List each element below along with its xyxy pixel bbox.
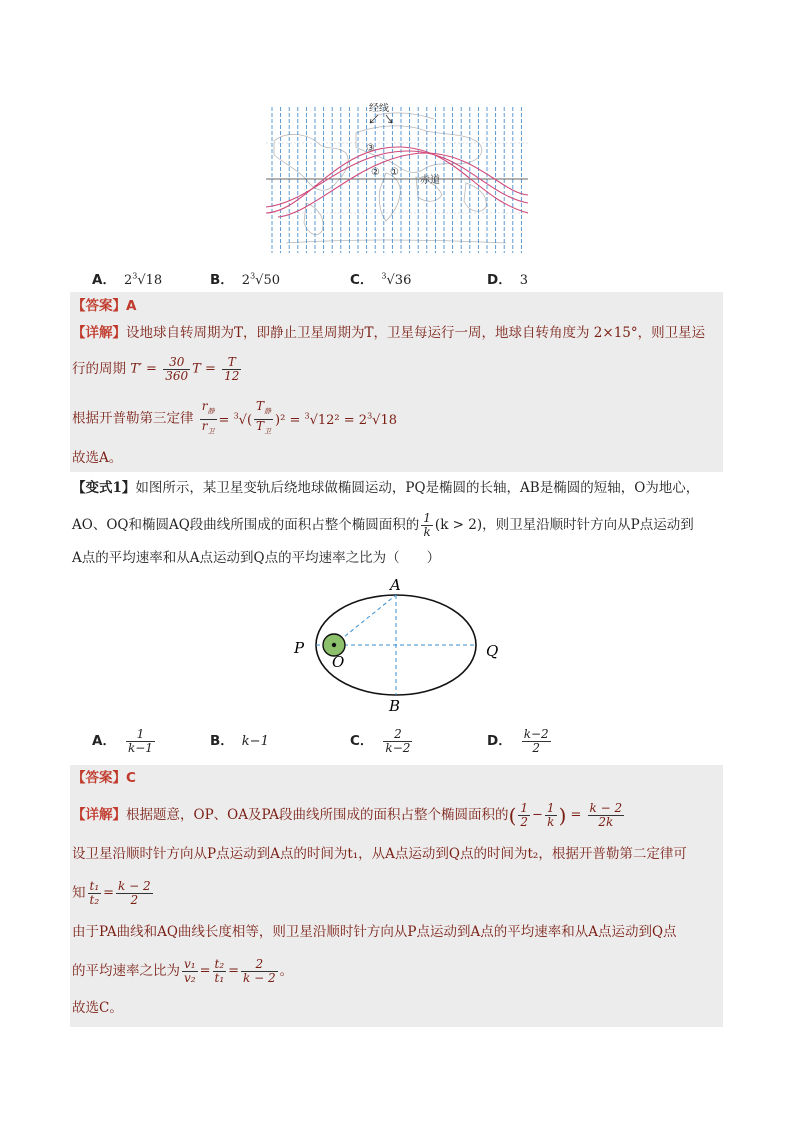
q1-option-a[interactable]: A． $2^3√18$ [92, 271, 163, 288]
q2-detail-line3: 知 $\frac{\text{t₁}}{\text{t₂}}$ = $\frac{k - 2}{2}$ [72, 879, 151, 907]
q1-option-d[interactable]: D． 3 [487, 272, 528, 288]
q2-detail-line1: 【详解】根据题意，OP、OA及PA段曲线所围成的面积占整个椭圆面积的( $\frac{1}{2}$ − $\frac{1}{k}$ ) = $\frac{k - 2}{2k}$ [72, 801, 623, 829]
q2-option-c[interactable]: C． $\frac{2}{k-2}$ [350, 727, 411, 755]
q2-stem-line1: 【变式1】如图所示，某卫星变轨后绕地球做椭圆运动，PQ是椭圆的长轴，AB是椭圆的短轴，O为地心， [72, 480, 700, 496]
ellipse-orbit-figure [288, 575, 508, 715]
q2-detail-line5: 的平均速率之比为 $\frac{\text{v₁}}{\text{v₂}}$ = $\frac{\text{t₂}}{\text{t₁}}$ = $\frac{2}{k - 2}$ 。 [72, 957, 294, 985]
q1-option-b[interactable]: B． $2^3√50$ [210, 271, 280, 288]
point-p-label: P [294, 639, 305, 657]
q2-answer: 【答案】C [72, 770, 136, 786]
point-q-label: Q [486, 642, 499, 660]
q2-option-d[interactable]: D． $\frac{k-2}{2}$ [487, 727, 549, 755]
orbit-label-3: ③ [366, 143, 375, 154]
world-map-figure [266, 103, 528, 253]
point-a-label: A [390, 576, 401, 594]
q1-answer: 【答案】A [72, 298, 137, 314]
q2-option-a[interactable]: A． $\frac{1}{k-1}$ [92, 727, 153, 755]
point-o-label: O [332, 653, 345, 671]
q1-option-c[interactable]: C． $^3$√36 [350, 271, 412, 288]
q2-detail-line4: 由于PA曲线和AQ曲线长度相等，则卫星沿顺时针方向从P点运动到A点的平均速率和从A点运动到Q点 [72, 924, 677, 940]
orbit-label-1: ① [390, 167, 399, 178]
q2-stem-line2: AO、OQ和椭圆AQ段曲线所围成的面积占整个椭圆面积的 $\frac{1}{k}$ (k > 2)，则卫星沿顺时针方向从P点运动到 [72, 511, 694, 539]
q1-detail-line2: 行的周期 T′ = $\frac{30}{360}$ T = $\frac{T}{12}$ [72, 355, 240, 383]
meridian-label: 经线 [369, 103, 389, 114]
orbit-label-2: ② [371, 167, 380, 178]
q2-detail-line2: 设卫星沿顺时针方向从P点运动到A点的时间为t₁，从A点运动到Q点的时间为t₂，根据开普勒第二定律可 [72, 846, 687, 862]
q2-option-b[interactable]: B． k−1 [210, 733, 269, 749]
q1-detail-line1: 【详解】设地球自转周期为T，即静止卫星周期为T，卫星每运行一周，地球自转角度为 2×15°，则卫星运 [72, 325, 706, 341]
q2-stem-line3: A点的平均速率和从A点运动到Q点的平均速率之比为（ ） [72, 550, 441, 566]
point-b-label: B [389, 697, 401, 715]
q1-kepler-line: 根据开普勒第三定律 $\frac{r_静}{r_卫}$ = $^3$√( $\frac{T_静}{T_卫}$ )$^2 = ^3√12^2 = 2^3√18$ [72, 399, 397, 436]
equator-label: 赤道 [420, 175, 440, 186]
q1-conclusion: 故选A。 [72, 450, 123, 466]
q2-conclusion: 故选C。 [72, 1000, 123, 1016]
